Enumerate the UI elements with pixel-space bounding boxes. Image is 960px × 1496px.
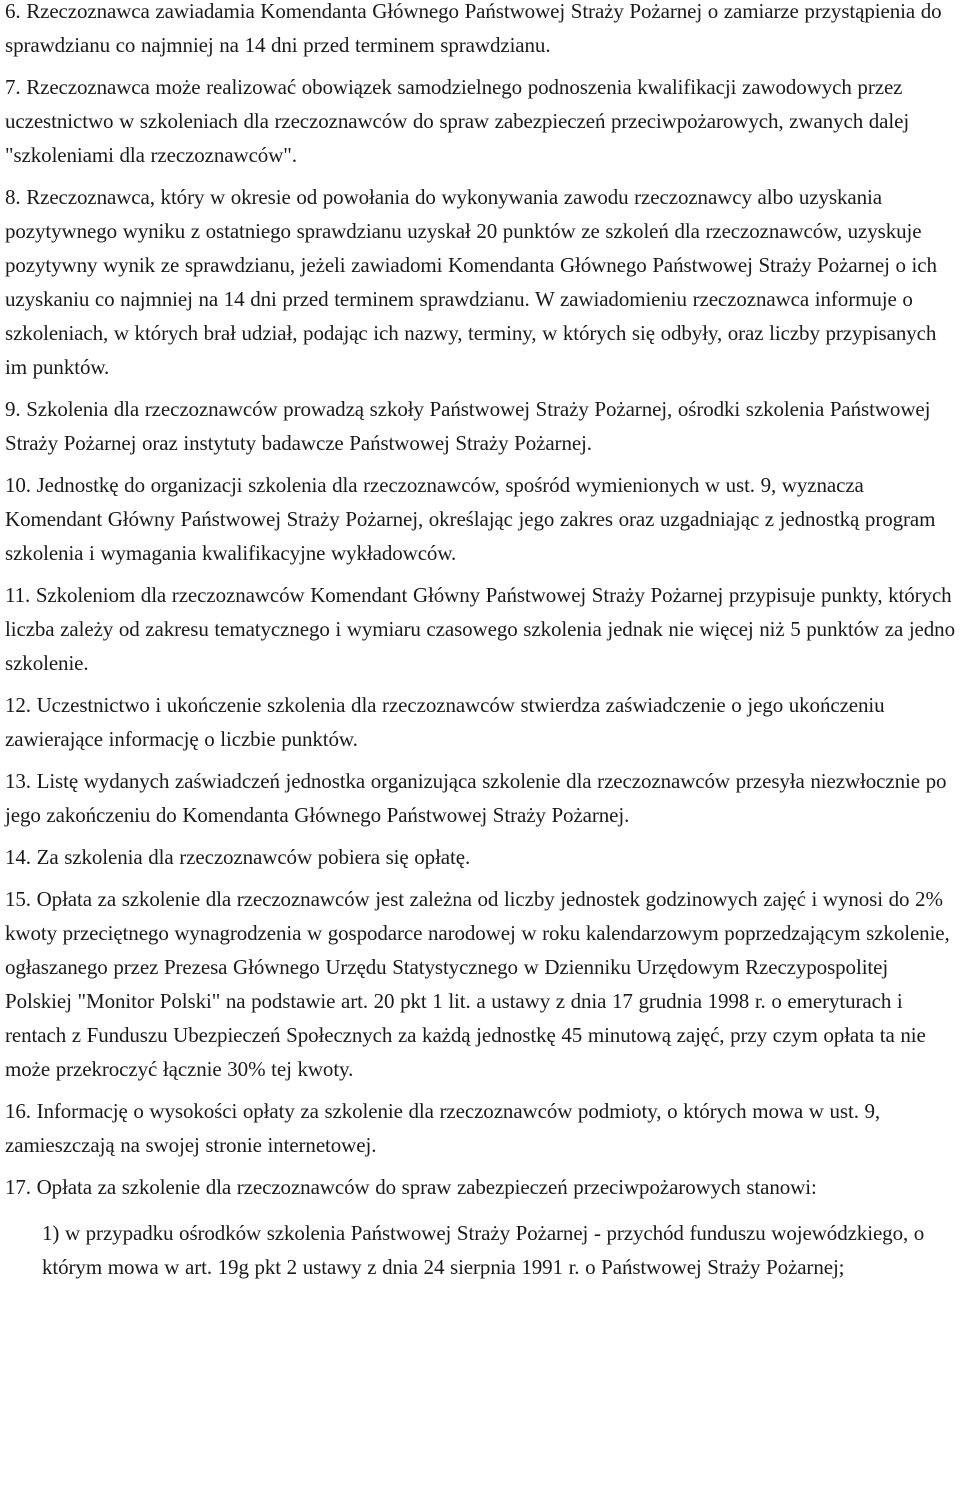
paragraph-11: 11. Szkoleniom dla rzeczoznawców Komendant Główny Państwowej Straży Pożarnej przypisuje punkty, których liczba zależy od zakresu tematycznego i wymiaru czasowego szkolenia jednak nie więcej niż 5 punktów za jedno szkolenie. <box>5 583 955 675</box>
paragraph-13: 13. Listę wydanych zaświadczeń jednostka organizująca szkolenie dla rzeczoznawców przesyła niezwłocznie po jego zakończeniu do Komendanta Głównego Państwowej Straży Pożarnej. <box>5 769 947 827</box>
paragraph-17: 17. Opłata za szkolenie dla rzeczoznawców do spraw zabezpieczeń przeciwpożarowych stanowi: <box>5 1175 817 1199</box>
document-body <box>5 0 957 1284</box>
paragraph-10: 10. Jednostkę do organizacji szkolenia dla rzeczoznawców, spośród wymienionych w ust. 9, wyznacza Komendant Główny Państwowej Straży Pożarnej, określając jego zakres oraz uzgadniając z jednostką program szkolenia i wymagania kwalifikacyjne wykładowców. <box>5 473 936 565</box>
paragraph-15: 15. Opłata za szkolenie dla rzeczoznawców jest zależna od liczby jednostek godzinowych zajęć i wynosi do 2% kwoty przeciętnego wynagrodzenia w gospodarce narodowej w roku kalendarzowym poprzedzającym szkolenie, ogłaszanego przez Prezesa Głównego Urzędu Statystycznego w Dzienniku Urzędowym Rzeczypospolitej Polskiej "Monitor Polski" na podstawie art. 20 pkt 1 lit. a ustawy z dnia 17 grudnia 1998 r. o emeryturach i rentach z Funduszu Ubezpieczeń Społecznych za każdą jednostkę 45 minutową zajęć, przy czym opłata ta nie może przekroczyć łącznie 30% tej kwoty. <box>5 887 950 1081</box>
paragraph-14: 14. Za szkolenia dla rzeczoznawców pobiera się opłatę. <box>5 845 471 869</box>
paragraph-6: 6. Rzeczoznawca zawiadamia Komendanta Głównego Państwowej Straży Pożarnej o zamiarze przystąpienia do sprawdzianu co najmniej na 14 dni przed terminem sprawdzianu. <box>5 0 942 57</box>
paragraph-7: 7. Rzeczoznawca może realizować obowiązek samodzielnego podnoszenia kwalifikacji zawodowych przez uczestnictwo w szkoleniach dla rzeczoznawców do spraw zabezpieczeń przeciwpożarowych, zwanych dalej "szkoleniami dla rzeczoznawców". <box>5 75 910 167</box>
paragraph-9: 9. Szkolenia dla rzeczoznawców prowadzą szkoły Państwowej Straży Pożarnej, ośrodki szkolenia Państwowej Straży Pożarnej oraz instytuty badawcze Państwowej Straży Pożarnej. <box>5 397 931 455</box>
paragraph-12: 12. Uczestnictwo i ukończenie szkolenia dla rzeczoznawców stwierdza zaświadczenie o jego ukończeniu zawierające informację o liczbie punktów. <box>5 693 885 751</box>
paragraph-17-point-1: 1) w przypadku ośrodków szkolenia Państwowej Straży Pożarnej - przychód funduszu wojewódzkiego, o którym mowa w art. 19g pkt 2 ustawy z dnia 24 sierpnia 1991 r. o Państwowej Straży Pożarnej; <box>42 1221 925 1279</box>
paragraph-8: 8. Rzeczoznawca, który w okresie od powołania do wykonywania zawodu rzeczoznawcy albo uzyskania pozytywnego wyniku z ostatniego sprawdzianu uzyskał 20 punktów ze szkoleń dla rzeczoznawców, uzyskuje pozytywny wynik ze sprawdzianu, jeżeli zawiadomi Komendanta Głównego Państwowej Straży Pożarnej o ich uzyskaniu co najmniej na 14 dni przed terminem sprawdzianu. W zawiadomieniu rzeczoznawca informuje o szkoleniach, w których brał udział, podając ich nazwy, terminy, w których się odbyły, oraz liczby przypisanych im punktów. <box>5 185 937 379</box>
paragraph-16: 16. Informację o wysokości opłaty za szkolenie dla rzeczoznawców podmioty, o których mowa w ust. 9, zamieszczają na swojej stronie internetowej. <box>5 1099 881 1157</box>
